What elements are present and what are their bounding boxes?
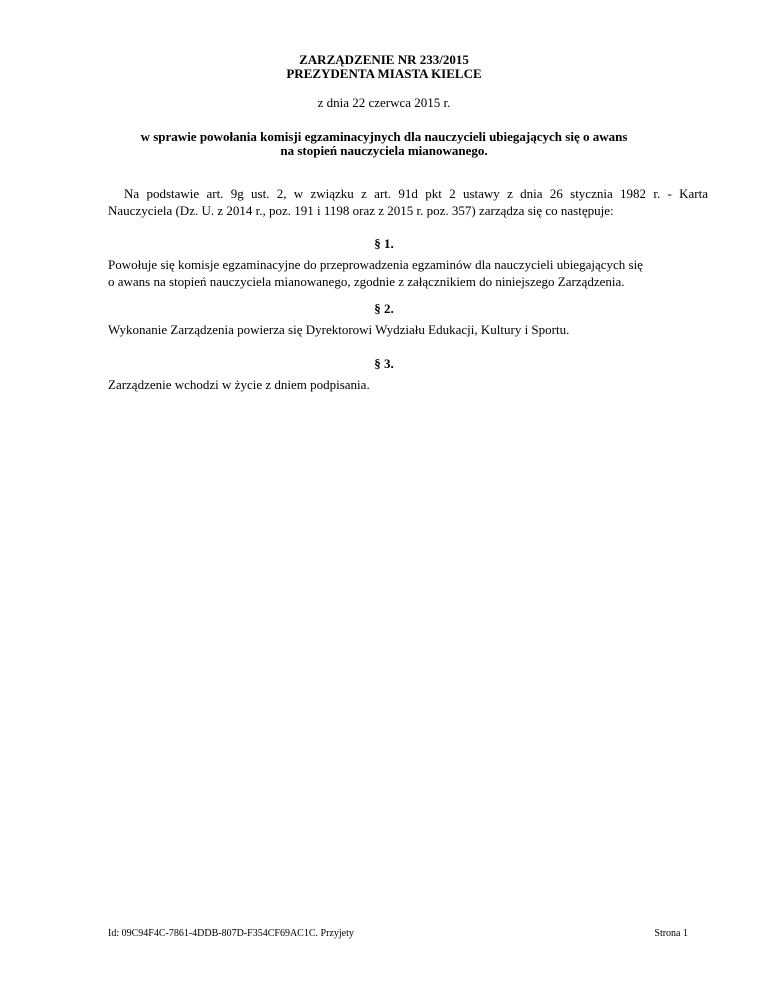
section-3-heading: § 3. xyxy=(374,356,394,371)
section-2-heading: § 2. xyxy=(374,301,394,316)
section-1-line-2: o awans na stopień nauczyciela mianowanego, zgodnie z załącznikiem do niniejszego Zarządzenia. xyxy=(108,274,625,289)
footer-document-id: Id: 09C94F4C-7861-4DDB-807D-F354CF69AC1C. Przyjety xyxy=(108,928,354,939)
document-date: z dnia 22 czerwca 2015 r. xyxy=(317,95,451,110)
preamble-line-2: Nauczyciela (Dz. U. z 2014 r., poz. 191 i 1198 oraz z 2015 r. poz. 357) zarządza się co następuje: xyxy=(108,203,614,218)
section-1-paragraph xyxy=(108,256,708,290)
preamble-line-1: Na podstawie art. 9g ust. 2, w związku z art. 91d pkt 2 ustawy z dnia 26 stycznia 1982 r. - Karta xyxy=(124,186,708,201)
section-2-line-1: Wykonanie Zarządzenia powierza się Dyrektorowi Wydziału Edukacji, Kultury i Sportu. xyxy=(108,322,570,337)
document-title: ZARZĄDZENIE NR 233/2015 xyxy=(299,52,469,67)
section-3-line-1: Zarządzenie wchodzi w życie z dniem podpisania. xyxy=(108,377,370,392)
document-subject-line-1: w sprawie powołania komisji egzaminacyjnych dla nauczycieli ubiegających się o awans xyxy=(140,129,628,144)
section-1-line-1: Powołuje się komisje egzaminacyjne do przeprowadzenia egzaminów dla nauczycieli ubiegających się xyxy=(108,257,643,272)
section-2-paragraph xyxy=(108,321,708,338)
section-1-heading: § 1. xyxy=(374,236,394,251)
document-issuer: PREZYDENTA MIASTA KIELCE xyxy=(286,66,482,81)
footer-page-number: Strona 1 xyxy=(654,928,688,939)
preamble-paragraph xyxy=(108,185,708,219)
document-subject-line-2: na stopień nauczyciela mianowanego. xyxy=(280,143,488,158)
section-3-paragraph xyxy=(108,376,708,393)
